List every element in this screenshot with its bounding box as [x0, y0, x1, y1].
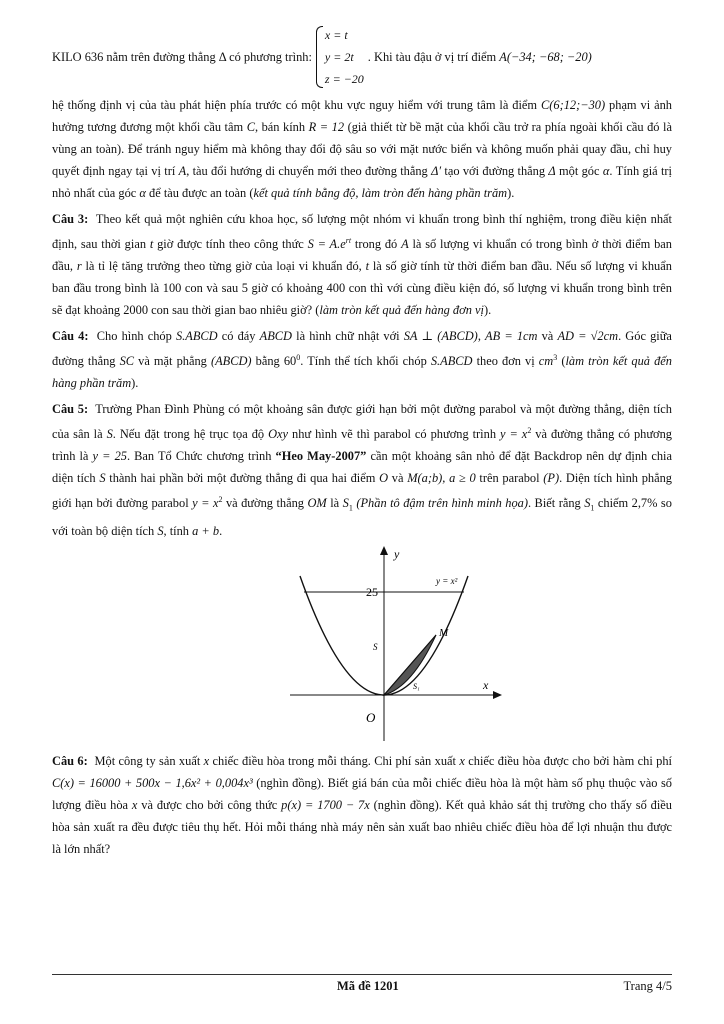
question-6: Câu 6: Một công ty sản xuất x chiếc điều hòa trong mỗi tháng. Chi phí sản xuất x chiếc điều hòa được cho bởi hàm chi phí C(x) = 16000 + 500x − 1,6x² + 0,004x³ (nghìn đồng). Biết giá bán của mỗi chiếc điều hòa là một hàm số phụ thuộc vào số lượng điều hòa x và được cho bởi công thức p(x) = 1700 − 7x (nghìn đồng). Kết quả khảo sát thị trường cho thấy số điều hòa sản xuất ra đều được tiêu thụ hết. Hỏi mỗi tháng nhà máy nên sản xuất bao nhiêu chiếc điều hòa để lợi nhuận thu được là lớn nhất? [52, 753, 672, 856]
intro-line [52, 24, 672, 90]
growth-formula: S = A.e [307, 237, 346, 252]
line-om [384, 635, 436, 695]
question-4-label: Câu 4: [52, 329, 89, 344]
point-a: A(−34; −68; −20) [499, 49, 592, 64]
s-label: S [373, 641, 378, 652]
x-axis-arrow-icon [493, 691, 502, 699]
question-4: Câu 4: Cho hình chóp S.ABCD có đáy ABCD là hình chữ nhật với SA ⊥ (ABCD), AB = 1cm và AD = √2cm. Góc giữa đường thẳng SC và mặt phẳng (ABCD) bằng $60^0$. Tính thể tích khối chóp S.ABCD theo đơn vị $cm^3$ (làm tròn kết quả đến hàng phần trăm). [52, 329, 672, 391]
origin-label: O [366, 709, 376, 725]
paragraph-1: hệ thống định vị của tàu phát hiện phía trước có một khu vực nguy hiểm với trung tâm là điểm C(6;12;−30) phạm vi ảnh hưởng tương đương một khối cầu tâm C, bán kính R = 12 (giả thiết từ bề mặt của khối cầu trở ra phía ngoài khối cầu đó là vùng an toàn). Để tránh nguy hiểm mà không thay đổi độ sâu so với mặt nước biển và không muốn phải quay đầu, chỉ huy quyết định ngay tại vị trí A, tàu đổi hướng di chuyển mới theo đường thẳng Δ′ tạo với đường thẳng Δ một góc α. Tính giá trị nhỏ nhất của góc α để tàu được an toàn (kết quả tính bằng độ, làm tròn đến hàng phần trăm). [52, 98, 672, 200]
parabola-diagram [0, 546, 724, 746]
intro-post: . Khi tàu đậu ở vị trí điểm [367, 49, 497, 64]
question-3-label: Câu 3: [52, 212, 89, 226]
cost-function: C(x) = 16000 + 500x − 1,6x² + 0,004x³ [52, 775, 253, 790]
y25-label: 25 [366, 584, 378, 599]
y-axis-arrow-icon [380, 546, 388, 555]
question-5-label: Câu 5: [52, 402, 89, 417]
page-footer [52, 974, 672, 993]
x-axis-label: x [483, 677, 489, 692]
equation-z: z = −20 [324, 72, 364, 86]
page-number: Trang 4/5 [623, 979, 672, 993]
y-axis-label: y [394, 546, 400, 561]
curve-label: y = x² [436, 575, 458, 586]
equation-x: x = t [324, 28, 348, 42]
parabola-figure [0, 546, 724, 746]
point-c: C(6;12;−30) [541, 98, 606, 112]
question-6-label: Câu 6: [52, 753, 88, 768]
intro-text: KILO 636 nằm trên đường thẳng Δ có phương trình: [52, 49, 312, 64]
s1-label: S₁ [413, 681, 420, 691]
radius: R = 12 [308, 120, 345, 134]
price-function: p(x) = 1700 − 7x [281, 797, 370, 812]
m-label: M [439, 626, 449, 639]
page-body [52, 24, 672, 860]
equation-y: y = 2t [324, 50, 354, 64]
question-5: Câu 5: Trường Phan Đình Phùng có một khoảng sân được giới hạn bởi một đường parabol và một đường thẳng, diện tích của sân là S. Nếu đặt trong hệ trục tọa độ Oxy như hình vẽ thì parabol có phương trình $y = x^2$ và đường thẳng có phương trình là y = 25. Ban Tổ Chức chương trình “Heo May-2007” cần một khoảng sân nhỏ để đặt Backdrop nên dự định chia diện tích S thành hai phần bởi một đường thẳng đi qua hai điểm O và M(a;b), a ≥ 0 trên parabol (P). Diện tích hình phẳng giới hạn bởi đường parabol $y = x^2$ và đường thẳng OM là $S_1$ (Phần tô đậm trên hình minh họa). Biết rằng $S_1$ chiếm 2,7% so với toàn bộ diện tích S, tính a + b. [52, 402, 672, 538]
exam-code: Mã đề 1201 [337, 979, 399, 993]
question-3: Câu 3: Theo kết quả một nghiên cứu khoa học, số lượng một nhóm vi khuẩn trong bình thí nghiệm, trong điều kiện nhất định, sau thời gian t giờ được tính theo công thức $S = A.e^{rt}$ trong đó A là số lượng vi khuẩn có trong bình ở thời điểm ban đầu, r là tỉ lệ tăng trưởng theo từng giờ của loại vi khuẩn đó, t là số giờ tính từ thời điểm ban đầu. Nếu số lượng vi khuẩn ban đầu trong bình là 100 con và sau 5 giờ có khoảng 400 con thì với cùng điều kiện đó, số lượng vi khuẩn trong bình trên sẽ đạt khoảng 2000 con sau thời gian bao nhiêu giờ? (làm tròn kết quả đến hàng đơn vị). [52, 212, 672, 318]
equation-system [316, 24, 364, 90]
